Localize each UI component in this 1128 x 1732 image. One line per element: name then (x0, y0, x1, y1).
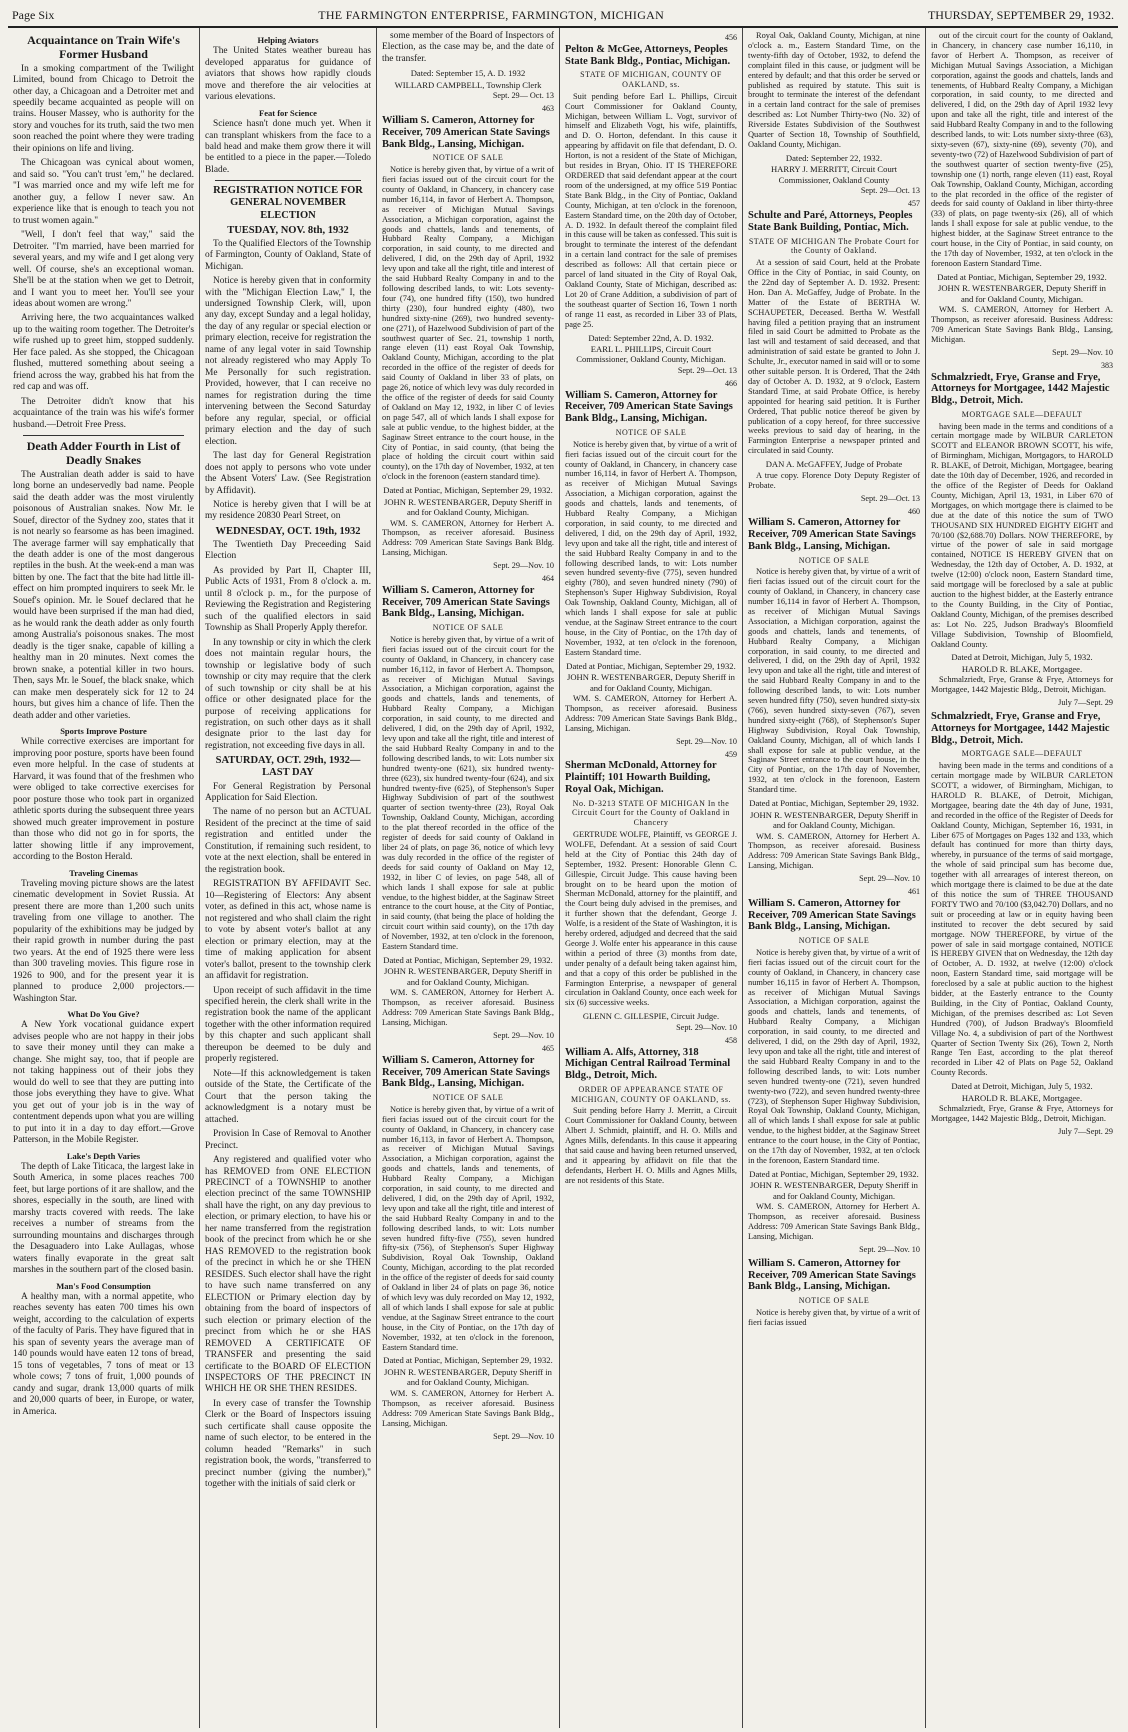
notice-paragraph: REGISTRATION BY AFFIDAVIT Sec. 10—Registering of Electors: Any absent voter, as defined in this act, whose name is not registered and who shall claim the right to vote by absent voter's ballot at any election or primary election, may at the time of making application for absent voter's ballot, present to the township clerk an affidavit for registration. (205, 879, 371, 982)
notice-heading: NOTICE OF SALE (798, 1296, 870, 1306)
notice-signature: JOHN R. WESTENBARGER, Deputy Sheriff in and for Oakland County, Michigan. (750, 809, 918, 831)
notice-title: REGISTRATION NOTICE FOR GENERAL NOVEMBER ELECTION (213, 185, 363, 221)
notice-paragraph: At a session of said Court, held at the Probate Office in the City of Pontiac, in said County, on the 22nd day of September A. D. 1932. Present: Hon. Dan A. McGaffey, Judge of Probate. In the Matter of the Estate of BERTHA W. SCHAUPETER, Deceased. Bertha W. Westfall having filed a petition praying that an instrument filed in said Court be admitted to Probate as the last will and testament of said deceased, and that administration of said estate be granted to John J. Schulte, Jr., executor named in said will or to some other suitable person. It is Ordered, That the 24th day of October A. D. 1932, at 9 o'clock, Eastern Standard Time, at said Probate Office, is hereby appointed for hearing said petition. It is Further Ordered, That public notice thereof be given by publication of a copy hereof, for three successive weeks previous to said day of hearing, in the Farmington Enterprise a newspaper printed and circulated in said County. (748, 258, 920, 456)
notice-signature: JOHN R. WESTENBARGER, Deputy Sheriff in and for Oakland County, Michigan. (567, 672, 735, 693)
attorney-heading: Schulte and Paré, Attorneys, Peoples State Bank Building, Pontiac, Mich. (748, 210, 913, 233)
attorney-heading: Schmalzriedt, Frye, Granse and Frye, Attorneys for Mortgagee, 1442 Majestic Bldg., Detroit, Mich. (931, 711, 1110, 746)
running-head (8, 6, 1118, 28)
publication-dates: Sept. 29—Nov. 10 (859, 1244, 920, 1254)
attorney-heading: Schmalzriedt, Frye, Granse and Frye, Attorneys for Mortgagee, 1442 Majestic Bldg., Detroit, Mich. (931, 371, 1110, 407)
publication-dates: Sept. 29—Nov. 10 (493, 1431, 554, 1441)
notice-paragraph: having been made in the terms and conditions of a certain mortgage made by WILBUR CARLETON SCOTT, a widower, of Birmingham, Michigan, to HAROLD R. BLAKE, of Detroit, Michigan, Mortgagee, bearing date the 4th day of June, 1931, and recorded in the office of the Register of Deeds for Oakland County, Michigan, September 16, 1931, in Liber 675 of Mortgages on Pages 132 and 133, which default has continued for more than thirty days, whereby, in pursuance of the terms of said mortgage, the whole of said principal sum has become due, together with all arrearages of interest thereon, on which mortgage there is claimed to be due at the date of this notice the sum of THREE THOUSAND FORTY TWO and 70/100 ($3,042.70) Dollars, and no suit or proceeding at law or in equity having been instituted to recover the debt secured by said mortgage. NOW THEREFORE, by virtue of the power of sale in said mortgage contained, NOTICE IS HEREBY GIVEN that on Wednesday, the 12th day of October, A. D. 1932, at twelve (12:00) o'clock noon, Eastern Standard time, said mortgage will be foreclosed by a sale at public auction to the highest bidder, at the Easterly entrance to the County Building, in the City of Pontiac, Oakland County, Michigan, of the premises described as: Lot Seven Hundred (700), of Judson Bradway's Bloomfield Village No. 4, a subdivision of part of the Northwest Quarter of Section Twenty Six (26), Town 2, North Range Ten East, according to the plat thereof recorded in Liber 42 of Plats on Page 52, Oakland County Records. (931, 761, 1113, 1078)
notice-number: 457 (908, 199, 920, 209)
page-label: Page Six (12, 8, 55, 22)
notice-paragraph: having been made in the terms and conditions of a certain mortgage made by WILBUR CARLETON SCOTT and ELEANOR BROWN SCOTT, his wife, of Birmingham, Michigan, Mortgagors, to HAROLD R. BLAKE, of Detroit, Michigan, Mortgagee, bearing date the 10th day of December, 1926, and recorded in the office of the Register of Deeds for Oakland County, Michigan, April 13, 1931, in Liber 670 of Mortgages, on which mortgage there is claimed to be due at the date of this notice the sum of TWO THOUSAND SIX HUNDRED EIGHTY EIGHT and 70/100 ($2,688.70) Dollars. NOW THEREFORE, by virtue of the power of sale in said mortgage contained, NOTICE IS HEREBY GIVEN that on Wednesday, the 12th day of October, A. D. 1932, at twelve (12:00) o'clock noon, Eastern Standard time, said mortgage will be foreclosed by a sale at public auction to the highest bidder, at the Easterly entrance to the County Building, in the City of Pontiac, Oakland County, Michigan, of the premises described as: Lot No. 225, Judson Bradway's Bloomfield Village Subdivision, Township of Bloomfield, Oakland County. (931, 421, 1113, 649)
publication-dates: Sept. 29—Nov. 10 (493, 561, 554, 571)
story-paragraph: A New York vocational guidance expert advises people who are not happy in their jobs to save their money until they can make a change. She might say, too, that if people are not taking happiness out of their jobs they would do well to see that they are putting into those jobs everything they have to give. What you get out of your job is in the way of contentment depends upon what you are willing to put into it in a day to day effort.—Grove Patterson, in the Mobile Register. (13, 1020, 194, 1146)
notice-signature: GLENN C. GILLESPIE, Circuit Judge. (582, 1011, 720, 1022)
notice-paragraph: Royal Oak, Oakland County, Michigan, at nine o'clock a. m., Eastern Standard Time, on the twenty-fifth day of October, 1932, to defend the complaint filed in this cause, or judgment will be entered by default; and that this order be served or published as required by statute. This suit is brought to terminate the interest of the defendant in a certain land contract for the sale of premises described as: Lot Number Thirty-two (No. 32) of Riverside Estates Subdivision of the Southwest Quarter of Section 18, Township of Southfield, Oakland County, Michigan. (748, 31, 920, 149)
notice-heading: MORTGAGE SALE—DEFAULT (961, 409, 1083, 419)
notice-paragraph: Notice is hereby given that, by virtue of a writ of fieri facias issued out of the circuit court for the county of Oakland, in Chancery, in chancery case number 16,114, in favor of Herbert A. Thompson, as receiver of Michigan Mutual Savings Association, a Michigan corporation, against the goods and chattels, lands and tenements, of Hubbard Realty Company, a Michigan corporation, in said county, to me directed and delivered, I did, on the 29th day of April, 1932, levy upon and take all the right, title and interest of the said Hubbard Realty Company in and to the following described lands, to wit: Lots number seven hundred seventy-five (775), seven hundred eighty (780), and seven hundred ninety (790) of Stephenson's Super Highway Subdivision, Royal Oak Township, Oakland County, Michigan, all of which lands I shall expose for sale at public vendue, at the Saginaw Street entrance to the court house, in the City of Pontiac, on the 17th day of November, 1932, at ten o'clock in the forenoon, Eastern Standard time. (565, 439, 737, 657)
notice-paragraph: WM. S. CAMERON, Attorney for Herbert A. Thompson, as receiver aforesaid. Business Address: 709 American State Savings Bank Bldg., Lansing, Michigan. (382, 988, 554, 1028)
notice-paragraph: WM. S. CAMERON, Attorney for Herbert A. Thompson, as receiver aforesaid. Business Address: 709 American State Savings Bank Bldg., Lansing, Michigan. (382, 1388, 554, 1428)
notice-heading: No. D-3213 STATE OF MICHIGAN In the Circuit Court for the County of Oakland in Chancery (571, 798, 731, 828)
story-headline: Sports Improve Posture (60, 726, 147, 737)
notice-paragraph: Notice is hereby given that, by virtue of a writ of fieri facias issued out of the circuit court for the county of Oakland, in Chancery, in chancery case number 16,115 in favor of Herbert A. Thompson, as receiver of Michigan Mutual Savings Association, a Michigan corporation, against the goods and chattels, lands and tenements, of Hubbard Realty Company, a Michigan corporation, in said county, to me directed and delivered, I did, on the 29th day of April, 1932, levy upon and take all the right, title and interest of the said Hubbard Realty Company in and to the following described lands, to wit: Lots number seven hundred twenty-one (721), seven hundred twenty-two (722), and seven hundred twenty-three (723), of Stephenson Super Highway Subdivision, Royal Oak Township, Oakland County, Michigan, all of which lands I shall expose for sale at public vendue, to the highest bidder, at the Saginaw Street entrance to the court house, in the City of Pontiac, on the 17th day of November, 1932, at ten o'clock in the forenoon, Eastern Standard time. (748, 947, 920, 1165)
story-headline: Man's Food Consumption (56, 1280, 151, 1291)
notice-paragraph: Provision In Case of Removal to Another Precinct. (205, 1129, 371, 1151)
story-headline: Death Adder Fourth in List of Deadly Snakes (26, 439, 181, 467)
notice-paragraph: WM. S. CAMERON, Attorney for Herbert A. Thompson, as receiver aforesaid. Business Address: 709 American State Savings Bank Bldg., Lansing, Michigan. (565, 694, 737, 733)
column-2 (200, 28, 377, 1728)
attorney-heading: William S. Cameron, Attorney for Receiver, 709 American State Savings Bank Bldg., Lansing, Michigan. (382, 1054, 550, 1090)
notice-paragraph: WM. S. CAMERON, Attorney for Herbert A. Thompson, as receiver aforesaid. Business Address: 709 American State Savings Bank Bldg., Lansing, Michigan. (748, 1202, 920, 1242)
notice-signature: JOHN R. WESTENBARGER, Deputy Sheriff in and for Oakland County, Michigan. (384, 496, 552, 518)
story-paragraph: Arriving here, the two acquaintances walked up to the waiting room together. The Detroiter's wife rushed up to greet him, stopped suddenly. Her face paled. As she stopped, the Chicagoan flushed, muttered something about seeing a friend across the way, grabbed his hat from the red cap and was off. (13, 313, 194, 393)
notice-paragraph: A true copy. Florence Doty Deputy Register of Probate. (748, 470, 920, 490)
notice-dated: Dated: September 22nd, A. D. 1932. (588, 332, 714, 343)
notice-dated: Dated at Detroit, Michigan, July 5, 1932. (951, 652, 1093, 663)
notice-signature: JOHN R. WESTENBARGER, Deputy Sheriff in and for Oakland County, Michigan. (938, 283, 1106, 304)
column-5 (743, 28, 926, 1728)
attorney-heading: William S. Cameron, Attorney for Receiver, 709 American State Savings Bank Bldg., Lansing, Michigan. (748, 897, 916, 933)
publication-dates: Sept. 29—Nov. 10 (1052, 347, 1113, 357)
story-headline: Acquaintance on Train Wife's Former Husband (27, 33, 180, 61)
attorney-heading: William S. Cameron, Attorney for Receiver, 709 American State Savings Bank Bldg., Lansing, Michigan. (748, 1257, 916, 1293)
notice-heading: NOTICE OF SALE (432, 1093, 504, 1103)
notice-number: 466 (725, 378, 737, 388)
attorney-heading: William S. Cameron, Attorney for Receiver, 709 American State Savings Bank Bldg., Lansing, Michigan. (565, 389, 733, 425)
notice-paragraph: In every case of transfer the Township Clerk or the Board of Inspectors issuing such certificate shall cause opposite the name of such elector, to be entered in the column headed "Remarks" in such registration book, the words, "transferred to precinct number (giving the number)," together with the initials of said clerk or (205, 1398, 371, 1490)
notice-signature: JOHN R. WESTENBARGER, Deputy Sheriff in and for Oakland County, Michigan. (384, 1366, 552, 1388)
publication-dates: Sept. 29—Nov. 10 (859, 874, 920, 884)
notice-dated: Dated: September 22, 1932. (785, 152, 883, 163)
story-paragraph: The Australian death adder is said to have long borne an undeservedly bad name. People said the death adder was the most virulently poisonous of Australian snakes. Now Mr. le Souef, director of the Sydney zoo, states that it is not nearly so fearsome as has been imagined. The average farmer will say emphatically that the death adder is one of the most dangerous reptiles in the bush. At the week-end a man was bitten by one. The fact that the bite had little ill-effect on him prompted inquirers to seek Mr. le Souef's opinion. Mr. le Souef declared that he would have been surprised if the man had died, as he would rank the death adder as only fourth among Australia's poisonous snakes. The most deadly is the tiger snake, capable of killing a healthy man in 20 minutes. Next comes the brown snake, a potential killer in two hours. Then, says Mr. le Souef, the black snake, which can make men desperately sick for 12 to 24 hours, but gives him a chance of life. Then the death adder and other varieties. (13, 469, 194, 721)
notice-paragraph: Any registered and qualified voter who has REMOVED from ONE ELECTION PRECINCT of a TOWNSHIP to another election precinct of the same TOWNSHIP shall have the right, on any day previous to election, or primary election, to have his or her name transferred from the registration book of the precinct from which he or she HAS REMOVED to the registration book of the precinct in which he or she THEN RESIDES. Such elector shall have the right to have such name transferred on any ELECTION or Primary election day by obtaining from the board of inspectors of such election or primary election of the precinct from which he or she HAS REMOVED A CERTIFICATE OF TRANSFER and presenting the said certificate to the BOARD OF ELECTION INSPECTORS OF THE PRECINCT IN WHICH HE OR SHE THEN RESIDES. (205, 1155, 371, 1395)
attorney-heading: Sherman McDonald, Attorney for Plaintiff; 101 Howarth Building, Royal Oak, Michigan. (565, 760, 717, 795)
publication-dates: Sept. 29— Oct. 13 (492, 91, 554, 101)
notice-number: 463 (542, 104, 554, 114)
notice-number: 383 (1101, 360, 1113, 370)
notice-signature: EARL L. PHILLIPS, Circuit Court Commissioner, Oakland County, Michigan. (576, 343, 726, 365)
notice-paragraph: GERTRUDE WOLFE, Plaintiff, vs GEORGE J. WOLFE, Defendant. At a session of said Court held at the City of Pontiac this 24th day of September, 1932. Present: Honorable Glenn C. Gillespie, Circuit Judge. This cause having been brought on to be heard upon the motion of Sherman McDonald, attorney for the plaintiff, and the Court being duly advised in the premises, and it further shown that the defendant, George J. Wolfe, is a resident of the State of Washington, it is hereby ordered, adjudged and decreed that the said George J. Wolfe enter his appearance in this cause within a period of three (3) months from date, under penalty of a default being taken against him, and that a copy of this order be published in the Farmington Enterprise, a newspaper of general circulation in Oakland County, once each week for six (6) successive weeks. (565, 829, 738, 1008)
notice-dated: Dated at Detroit, Michigan, July 5, 1932. (951, 1081, 1093, 1092)
story-paragraph: "Well, I don't feel that way," said the Detroiter. "I'm married, have been married for several years, and my wife and I get along very well. Of course, she's an exceptional woman. She'll be at the station when we get to Detroit, and I want you to meet her. You'll see your ideas about women are wrong." (13, 230, 194, 309)
notice-paragraph: Upon receipt of such affidavit in the time specified herein, the clerk shall write in the registration book the name of the applicant together with the other information required by this chapter and such applicant shall thereupon be deemed to be duly and properly registered. (205, 985, 371, 1065)
divider (215, 180, 361, 181)
notice-paragraph: Notice is hereby given that, by virtue of a writ of fieri facias issued out of the circuit court for the county of Oakland, in Chancery, in chancery case number 16,113, in favor of Herbert A. Thompson, as receiver of Michigan Mutual Savings Association, a Michigan corporation, against the goods and chattels, lands and tenements, of Hubbard Realty Company, a Michigan corporation, in said county, to me directed and delivered, I did, on the 29th day of April, 1932, levy upon and take all the right, title and interest of the said Hubbard Realty Company in and to the following described lands, to wit: Lots number seven hundred fifty-five (755), seven hundred fifty-six (756), of Stephenson's Super Highway Subdivision, Royal Oak Township, Oakland County, Michigan, according to the plat recorded in the office of the register of deeds for said county of Oakland in liber 24 of plats on page 36, notice of which levy was duly recorded on May 12, 1932, all of which lands I shall expose for sale at public vendue, at the Saginaw Street entrance to the court house, in the City of Pontiac, on the 17th day of November, 1932, at ten o'clock in the forenoon, Eastern Standard time. (382, 1104, 554, 1352)
publication-dates: Sept. 29—Nov. 10 (676, 736, 737, 746)
notice-signature: JOHN R. WESTENBARGER, Deputy Sheriff in and for Oakland County, Michigan. (384, 966, 552, 987)
notice-paragraph: To the Qualified Electors of the Township of Farmington, County of Oakland, State of Michigan. (205, 238, 371, 272)
story-headline: Lake's Depth Varies (66, 1150, 141, 1161)
notice-paragraph: Schmalzriedt, Frye, Granse & Frye, Attorneys for Mortgagee, 1442 Majestic Bldg., Detroit, Michigan. (931, 675, 1113, 695)
notice-paragraph: Suit pending before Harry J. Merritt, a Circuit Court Commissioner for Oakland County, between Albert J. Schmidt, plaintiff, and H. O. Mills and Agnes Mills, defendants. In this cause it appearing that said cause and having been returned unserved, and it appearing by affidavit on file that the defendants, Herbert H. O. Mills and Agnes Mills, are not residents of this State. (565, 1106, 737, 1185)
notice-number: 456 (725, 33, 737, 42)
publication-dates: Sept. 29—Oct. 13 (860, 493, 920, 503)
notice-dated: Dated at Pontiac, Michigan, September 29, 1932. (937, 271, 1107, 282)
notice-signature: HAROLD R. BLAKE, Mortgagee. (961, 663, 1083, 674)
column-4 (560, 28, 743, 1728)
notice-paragraph: Notice is hereby given that, by virtue of a writ of fieri facias issued out of the circuit court for the county of Oakland, in Chancery, in chancery case number 16,114, in favor of Herbert A. Thompson, as receiver of Michigan Mutual Savings Association, a Michigan corporation, against the goods and chattels, lands and tenements, of Hubbard Realty Company, a Michigan corporation, in said county, to me directed and delivered, I did, on the 29th day of April, 1932 levy upon and take all the right, title and interest of the said Hubbard Realty Company in and to the following described lands, to wit: Lots seventy-four (74), one hundred fifty (150), two hundred thirty (230), four hundred eighty (480), two hundred sixty-nine (269), two hundred seventy-one (271), of Hazelwood Subdivision of part of the southwest quarter of Sec. 21, township 1 north, range eleven (11) east Royal Oak Township, Oakland County, Michigan, according to the plat recorded in the office of the register of deeds for said County of Oakland in liber 33 of plats, on page 26, notice of which levy was duly recorded in the office of the register of deeds for said County of Oakland on May 12, 1932, in liber C of levies on page 547, all of which lands I shall expose for sale at public vendue, to the highest bidder, at the Saginaw Street entrance to the court house, in the City of Pontiac, in said county, (that being the place of holding the circuit court within said county), on the 17th day of November, 1932, at ten o'clock in the forenoon (eastern standard time). (382, 165, 554, 482)
story-paragraph: The Detroiter didn't know that his acquaintance of the train was his wife's former husband.—Detroit Free Press. (13, 396, 194, 430)
notice-paragraph: out of the circuit court for the county of Oakland, in Chancery, in chancery case number 16,110, in favor of Herbert A. Thompson, as receiver of Michigan Mutual Savings Association, a Michigan corporation, against the goods and chattels, lands and tenements, of Hubbard Realty Company, a Michigan corporation, in said county, to me directed and delivered, I did, on the 29th day of April 1932 levy upon and take all the right, title and interest of the said Hubbard Realty Company in and to the following described lands, to wit: Lots number sixty-three (63), sixty-seven (67), sixty-nine (69), seventy (70), and seventy-two (72) of Hazelwood Subdivision of part of the southwest quarter of section twenty-five (25), township one (1) north, range eleven (11) east, Royal Oak Township, Oakland County, Michigan, according to the plat recorded in the office of the register of deeds for said county of Oakland in liber thirty-three (33) of plats, on page twenty-six (26), all of which lands I shall expose for sale at public vendue, to the highest bidder, at the Saginaw Street entrance to the court house, in the City of Pontiac, in said county, on the 17th day of November, 1932, at ten o'clock in the forenoon Eastern Standard Time. (931, 31, 1113, 268)
story-paragraph: The United States weather bureau has developed apparatus for guidance of aviators that shows how rapidly clouds move and therefore the air velocities at various elevations. (205, 46, 371, 103)
notice-paragraph: The name of no person but an ACTUAL Resident of the precinct at the time of said registration and entitled under the Constitution, if remaining such resident, to vote at the next election, shall be entered in the registration book. (205, 807, 371, 875)
notice-heading: NOTICE OF SALE (432, 623, 504, 633)
story-headline: Feat for Science (259, 107, 317, 118)
notice-number: 459 (725, 749, 737, 759)
notice-paragraph: For General Registration by Personal Application for Said Election. (205, 781, 371, 803)
notice-paragraph: some member of the Board of Inspectors of Election, as the case may be, and the date of the transfer. (382, 31, 554, 64)
notice-subtitle: TUESDAY, NOV. 8th, 1932 (227, 224, 349, 236)
notice-paragraph: Note—If this acknowledgement is taken outside of the State, the Certificate of the Court that the person taking the acknowledgment is a notary must be attached. (205, 1068, 371, 1125)
attorney-heading: William S. Cameron, Attorney for Receiver, 709 American State Savings Bank Bldg., Lansing, Michigan. (382, 584, 550, 620)
notice-paragraph: Notice is hereby given that, by virtue of a writ of fieri facias issued out of the circuit court for the county of Oakland, in Chancery, in chancery case number 16,112, in favor of Herbert A. Thompson, as receiver of Michigan Mutual Savings Association, a Michigan corporation, against the goods and chattels, lands and tenements, of Hubbard Realty Company, a Michigan corporation, in said county, to me directed and delivered, I did, on the 29th day of April, 1932, levy upon and take all the right, title and interest of the said Hubbard Realty Company in and to the following described lands, to wit: Lots number six hundred twenty-one (621), six hundred twenty-three (623), six hundred twenty-four (624), and six hundred twenty-five (625), of Stephenson's Super Highway Subdivision of part of the southwest quarter of section twenty-three (23), Royal Oak Township, Oakland County, Michigan, according to the plat thereof recorded in the office of the register of deeds for said county of Oakland in liber 24 of plats, on page 36, notice of which levy was duly recorded in the office of the register of deeds for said county of Oakland on May 12, 1932, in liber C of levies, on page 548, all of which lands I shall expose for sale at public vendue, to the highest bidder, at the Saginaw Street entrance to the court house, at the City of Pontiac, in said county, (that being the place of holding the circuit court within said county), on the 17th day of November, 1932, at ten o'clock in the forenoon, Eastern Standard time. (382, 634, 554, 952)
notice-dated: Dated at Pontiac, Michigan, September 29, 1932. (383, 485, 553, 496)
attorney-heading: Pelton & McGee, Attorneys, Peoples State Bank Bldg., Pontiac, Michigan. (565, 43, 731, 67)
column-3 (377, 28, 560, 1728)
publication-dates: Sept. 29—Oct. 13 (677, 365, 737, 375)
notice-number: 460 (908, 506, 920, 516)
story-paragraph: A healthy man, with a normal appetite, who reaches seventy has eaten 700 times his own weight, according to the calculation of experts of the faculty of Paris. They have figured that in his span of seventy years the average man of 140 pounds would have eaten 12 tons of bread, 15 tons of vegetables, 7 tons of meat or 13 whole cows; 7 tons of fruit, 1,000 pounds of candy and sugar, drank 13,000 quarts of milk and 20,000 quarts of beer, in Europe, or water, in America. (13, 1291, 194, 1417)
story-paragraph: Traveling moving picture shows are the latest cinematic development in Soviet Russia. At present there are more than 1,200 such units traveling from one village to another. The popularity of the exhibitions may be judged by their rapid growth in number during the past two years. At the end of 1925 there were less than 300 traveling movies. This figure rose in 1926 to 900, and for the present year it is planned to produce 2,000 projectors.—Washington Star. (13, 878, 194, 1004)
notice-paragraph: Notice is hereby given that in conformity with the "Michigan Election Law," I, the undersigned Township Clerk, will, upon any day, except Sunday and a legal holiday, the day of any regular or special election or primary election, receive for registration the name of any legal voter in said Township not already registered who may Apply To Me Personally for such registration. Provided, however, that I can receive no names for registration during the time intervening between the Second Saturday before any regular, special, or official primary election and the day of such election. (205, 276, 371, 447)
notice-dated: Dated at Pontiac, Michigan, September 29, 1932. (749, 798, 919, 809)
notice-heading: NOTICE OF SALE (798, 555, 870, 565)
notice-heading: ORDER OF APPEARANCE STATE OF MICHIGAN, COUNTY OF OAKLAND, ss. (571, 1084, 731, 1104)
notice-paragraph: Notice is hereby given that I will be at my residence 20830 Pearl Street, on (205, 499, 371, 522)
notice-paragraph: The Twentieth Day Preceeding Said Election (205, 539, 371, 562)
story-headline: Traveling Cinemas (69, 867, 138, 878)
notice-number: 461 (908, 887, 920, 897)
issue-date: THURSDAY, SEPTEMBER 29, 1932. (927, 8, 1114, 22)
notice-paragraph: Suit pending before Earl L. Phillips, Circuit Court Commissioner for Oakland County, Michigan, between William L. Vogt, survivor of himself and Elizabeth Vogt, his wife, plaintiffs, and D. O. Horton, defendant. In this cause it appearing by affidavit on file that defendant, D. O. Horton, is not a resident of the State of Michigan, but resides in Bryan, Ohio. IT IS THEREFORE ORDERED that said defendant appear at the court room of the undersigned, at my office 519 Pontiac State Bank Bldg., in the City of Pontiac, Oakland County, Michigan, at ten o'clock in the forenoon, Eastern Standard time, on the 20th day of October, A. D. 1932. In default thereof the complaint filed in this cause will be taken as confessed. This suit is brought to terminate the interest of the defendant in a certain land contract for the sale of premises described as follows: All that certain piece or parcel of land situated in the City of Royal Oak, Oakland County, State of Michigan, described as: Lot 20 of Crane Addition, a subdivision of part of the southeast quarter of Section 16, Town 1 north of range 11 east, as recorded in Liber 33 of Plats, page 25. (565, 91, 737, 329)
notice-heading: NOTICE OF SALE (432, 153, 504, 163)
notice-paragraph: As provided by Part II, Chapter III, Public Acts of 1931, From 8 o'clock a. m. until 8 o'clock p. m., for the purpose of Reviewing the Registration and Registering such of the qualified electors in said Township as Shall Properly Apply therefor. (205, 565, 371, 634)
notice-dated: Dated at Pontiac, Michigan, September 29, 1932. (566, 660, 736, 671)
columns (8, 28, 1118, 1728)
story-paragraph: In a smoking compartment of the Twilight Limited, bound from Chicago to Detroit the other day, a Chicagoan and a Detroiter met and speedily became acquainted as people will on trains. Houser Massey, who is authority for the story and vouches for its truth, said the two men soon reached the point where they were trading their opinions on life and living. (13, 63, 194, 154)
notice-heading: MORTGAGE SALE—DEFAULT (961, 749, 1083, 759)
notice-dated: Dated: September 15, A. D. 1932 (410, 68, 526, 79)
notice-number: 465 (542, 1044, 554, 1054)
notice-signature: DAN A. McGAFFEY, Judge of Probate (765, 459, 903, 470)
publication-dates: Sept. 29—Nov. 10 (493, 1031, 554, 1041)
notice-signature: WILLARD CAMPBELL, Township Clerk (394, 79, 542, 90)
notice-dated: Dated at Pontiac, Michigan, September 29, 1932. (383, 1355, 553, 1366)
column-6 (926, 28, 1118, 1728)
column-1 (8, 28, 200, 1728)
notice-paragraph: WM. S. CAMERON, Attorney for Herbert A. Thompson, as receiver aforesaid. Business Address: 709 American State Savings Bank Bldg. Lansing, Michigan. (382, 518, 554, 558)
publication-dates: Sept. 29—Oct. 13 (860, 186, 920, 196)
newspaper-title: THE FARMINGTON ENTERPRISE, FARMINGTON, MICHIGAN (318, 8, 665, 22)
publication-dates: Sept. 29—Nov. 10 (676, 1022, 737, 1032)
notice-heading: STATE OF MICHIGAN The Probate Court for the County of Oakland. (748, 236, 920, 256)
notice-signature: HARRY J. MERRITT, Circuit Court Commissioner, Oakland County (770, 164, 898, 185)
attorney-heading: William A. Alfs, Attorney, 318 Michigan Central Railroad Terminal Bldg., Detroit, Mich. (565, 1046, 731, 1082)
story-paragraph: Science hasn't done much yet. When it can transplant whiskers from the face to a bald head and make them grow there it will be entitled to a piece in the paper.—Toledo Blade. (205, 119, 371, 175)
notice-signature: JOHN R. WESTENBARGER, Deputy Sheriff in and for Oakland County, Michigan. (750, 1180, 918, 1201)
notice-paragraph: The last day for General Registration does not apply to persons who vote under the Absent Voters' Law. (See Registration by Affidavit). (205, 451, 371, 496)
notice-heading: NOTICE OF SALE (615, 427, 687, 437)
notice-heading: NOTICE OF SALE (798, 936, 870, 946)
notice-dated: Dated at Pontiac, Michigan, September 29, 1932. (383, 954, 553, 965)
notice-paragraph: WM. S. CAMERON, Attorney for Herbert A. Thompson, as receiver aforesaid. Business Address: 709 American State Savings Bank Bldg., Lansing, Michigan. (931, 305, 1113, 344)
notice-heading: STATE OF MICHIGAN, COUNTY OF OAKLAND, ss. (580, 70, 722, 89)
notice-paragraph: Notice is hereby given that, by virtue of a writ of fieri facias issued out of the circuit court for the county of Oakland, in Chancery, in chancery case number 16,114 in favor of Herbert A. Thompson, as receiver of Michigan Mutual Savings Association, a Michigan corporation, against the goods and chattels, lands and tenements, of Hubbard Realty Company, a Michigan corporation, in said county, to me directed and delivered, I did, on the 29th day of April, 1932 levy upon and take all the right, title and interest of the said Hubbard Realty Company in and to the following described lands, to wit: Lots number seven hundred fifty (750), seven hundred sixty-six (766), seven hundred sixty-seven (767), seven hundred sixty-eight (768), of Stephenson's Super Highway Subdivision, Royal Oak Township, Oakland County, Michigan, all of which lands I shall expose for sale at public vendue, at the Saginaw Street entrance to the court house, in the City of Pontiac, on the 17th day of November, 1932, at ten o'clock in the forenoon, Eastern Standard time. (748, 567, 920, 795)
story-paragraph: The Chicagoan was cynical about women, and said so. "You can't trust 'em," he declared. "I was married once and my wife left me for another guy, a fellow I never saw. An experience like that is enough to teach you not to trust women again." (13, 158, 194, 226)
notice-paragraph: In any township or city in which the clerk does not maintain regular hours, the township or legislative body of such township or city may require that the clerk of such township or city shall be at his office or other designated place for the purpose of receiving applications for registration, on such other days as it shall designate prior to the last day for registration, not exceeding five days in all. (205, 637, 371, 751)
publication-dates: July 7—Sept. 29 (1058, 1126, 1113, 1136)
notice-subtitle: WEDNESDAY, OCT. 19th, 1932 (215, 525, 361, 537)
notice-paragraph: WM. S. CAMERON, Attorney for Herbert A. Thompson, as receiver aforesaid. Business Address: 709 American State Savings Bank Bldg., Lansing, Michigan. (748, 831, 920, 871)
story-paragraph: While corrective exercises are important for improving poor posture, sports have been found even more helpful. In the case of students at Harvard, it was found that of the freshmen who were obliged to take corrective exercises for poor posture those who took part in organized athletic sports during the subsequent three years showed much greater improvement in posture than those who did not go in for sports, the latter showing little if any improvement, according to the Boston Herald. (13, 737, 194, 863)
attorney-heading: William S. Cameron, Attorney for Receiver, 709 American State Savings Bank Bldg., Lansing, Michigan. (382, 115, 550, 150)
attorney-heading: William S. Cameron, Attorney for Receiver, 709 American State Savings Bank Bldg., Lansing, Michigan. (748, 517, 916, 552)
notice-subtitle: SATURDAY, OCT. 29th, 1932— LAST DAY (215, 755, 361, 779)
publication-dates: July 7—Sept. 29 (1058, 698, 1113, 708)
divider (23, 435, 184, 436)
story-headline: Helping Aviators (257, 35, 319, 45)
story-paragraph: The depth of Lake Titicaca, the largest lake in South America, in some places reaches 700 feet, but large portions of it are shallow, and the shores, especially in the south, are lined with marshy tracts covered with reeds. The lake receives a number of streams from the surrounding mountains and discharges through the Desaguadero into Lake Aullagas, whose waters finally evaporate in the great salt marshes in the southern part of the closed basin. (13, 1161, 194, 1276)
notice-signature: HAROLD R. BLAKE, Mortgagee. (961, 1092, 1083, 1103)
notice-number: 464 (542, 574, 554, 584)
notice-number: 458 (725, 1035, 737, 1045)
notice-paragraph: Schmalzriedt, Frye, Granse & Frye, Attorneys for Mortgagee, 1442 Majestic Bldg., Detroit, Michigan. (931, 1104, 1113, 1124)
story-headline: What Do You Give? (67, 1009, 140, 1020)
notice-dated: Dated at Pontiac, Michigan, September 29, 1932. (749, 1168, 919, 1179)
notice-paragraph: Notice is hereby given that, by virtue of a writ of fieri facias issued (748, 1307, 920, 1327)
